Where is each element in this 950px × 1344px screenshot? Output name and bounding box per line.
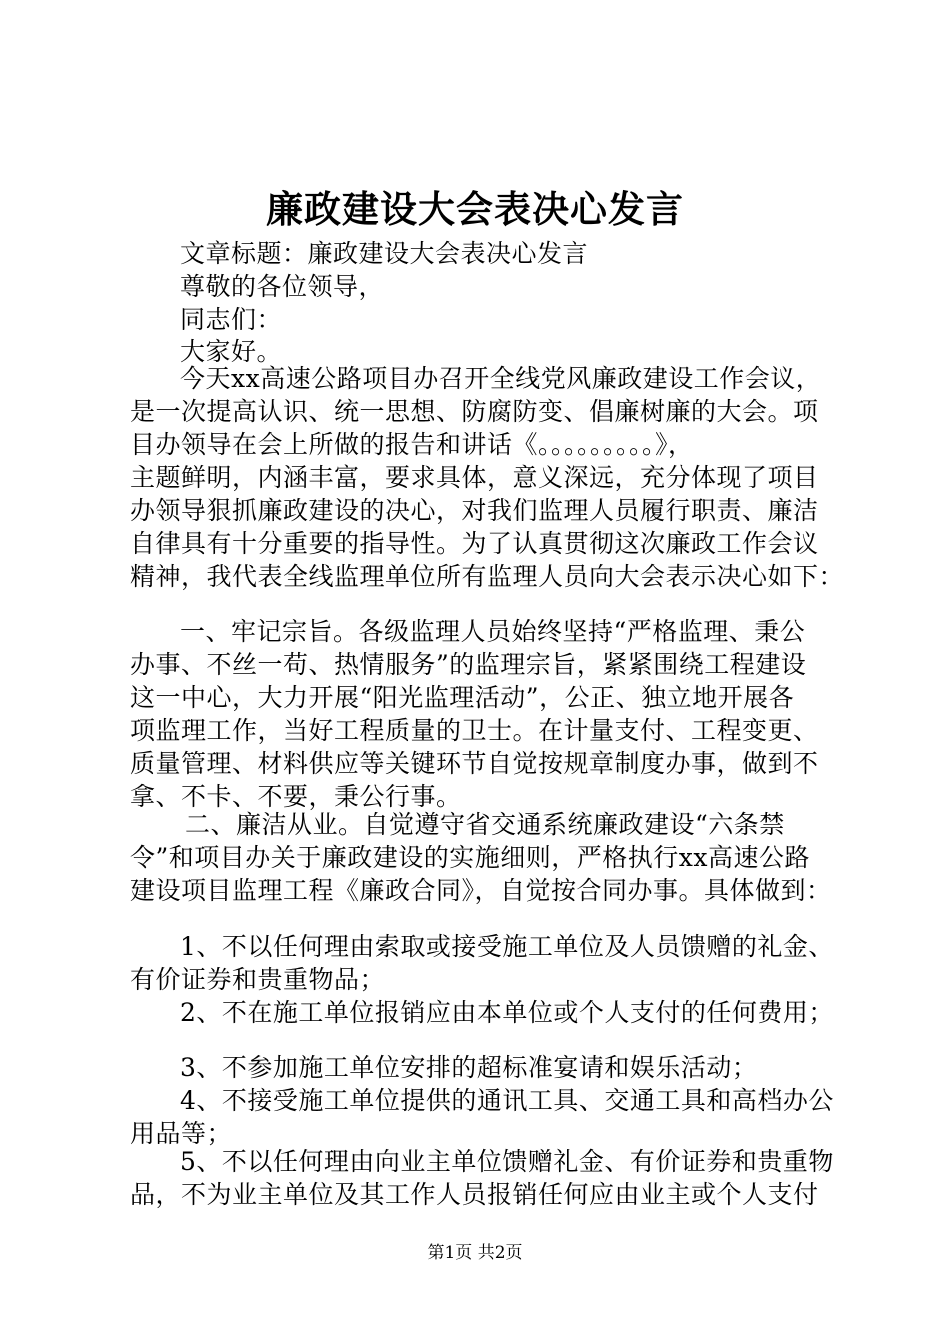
text-line: 建设项目监理工程《廉政合同》，自觉按合同办事。具体做到： [130, 876, 832, 905]
text-line: 尊敬的各位领导， [180, 272, 385, 301]
text-line: 精神，我代表全线监理单位所有监理人员向大会表示决心如下： [130, 562, 845, 591]
text-line: 目办领导在会上所做的报告和讲话《。。。。。。。。。》， [130, 430, 694, 459]
text-line: 5、不以任何理由向业主单位馈赠礼金、有价证券和贵重物 [180, 1147, 834, 1176]
document-title: 廉政建设大会表决心发言 [266, 187, 684, 231]
text-line: 是一次提高认识、统一思想、防腐防变、倡廉树廉的大会。项 [130, 397, 819, 426]
text-line: 办事、不丝一苟、热情服务”的监理宗旨，紧紧围绕工程建设 [130, 650, 807, 679]
text-line: 大家好。 [180, 337, 283, 366]
text-line: 自律具有十分重要的指导性。为了认真贯彻这次廉政工作会议 [130, 529, 819, 558]
text-line: 项监理工作，当好工程质量的卫士。在计量支付、工程变更、 [130, 716, 819, 745]
text-line: 办领导狠抓廉政建设的决心，对我们监理人员履行职责、廉洁 [130, 496, 819, 525]
text-line: 今天xx高速公路项目办召开全线党风廉政建设工作会议， [180, 364, 822, 393]
text-line: 3、不参加施工单位安排的超标准宴请和娱乐活动； [180, 1053, 758, 1082]
text-line: 这一中心，大力开展“阳光监理活动”，公正、独立地开展各 [130, 683, 795, 712]
text-line: 有价证券和贵重物品； [130, 965, 386, 994]
text-line: 拿、不卡、不要，秉公行事。 [130, 782, 462, 811]
text-line: 二、廉洁从业。自觉遵守省交通系统廉政建设“六条禁 [185, 810, 785, 839]
text-line: 品，不为业主单位及其工作人员报销任何应由业主或个人支付 [130, 1180, 819, 1209]
text-line: 主题鲜明，内涵丰富，要求具体，意义深远，充分体现了项目 [130, 463, 819, 492]
text-line: 同志们： [180, 305, 283, 334]
page-footer: 第1页 共2页 [427, 1243, 523, 1263]
text-line: 一、牢记宗旨。各级监理人员始终坚持“严格监理、秉公 [180, 617, 806, 646]
text-line: 质量管理、材料供应等关键环节自觉按规章制度办事，做到不 [130, 749, 819, 778]
text-line: 2、不在施工单位报销应由本单位或个人支付的任何费用； [180, 998, 834, 1027]
text-line: 令”和项目办关于廉政建设的实施细则，严格执行xx高速公路 [130, 843, 810, 872]
text-line: 用品等； [130, 1119, 233, 1148]
text-line: 文章标题：廉政建设大会表决心发言 [180, 239, 589, 268]
text-line: 1、不以任何理由索取或接受施工单位及人员馈赠的礼金、 [180, 932, 834, 961]
text-line: 4、不接受施工单位提供的通讯工具、交通工具和高档办公 [180, 1086, 834, 1115]
